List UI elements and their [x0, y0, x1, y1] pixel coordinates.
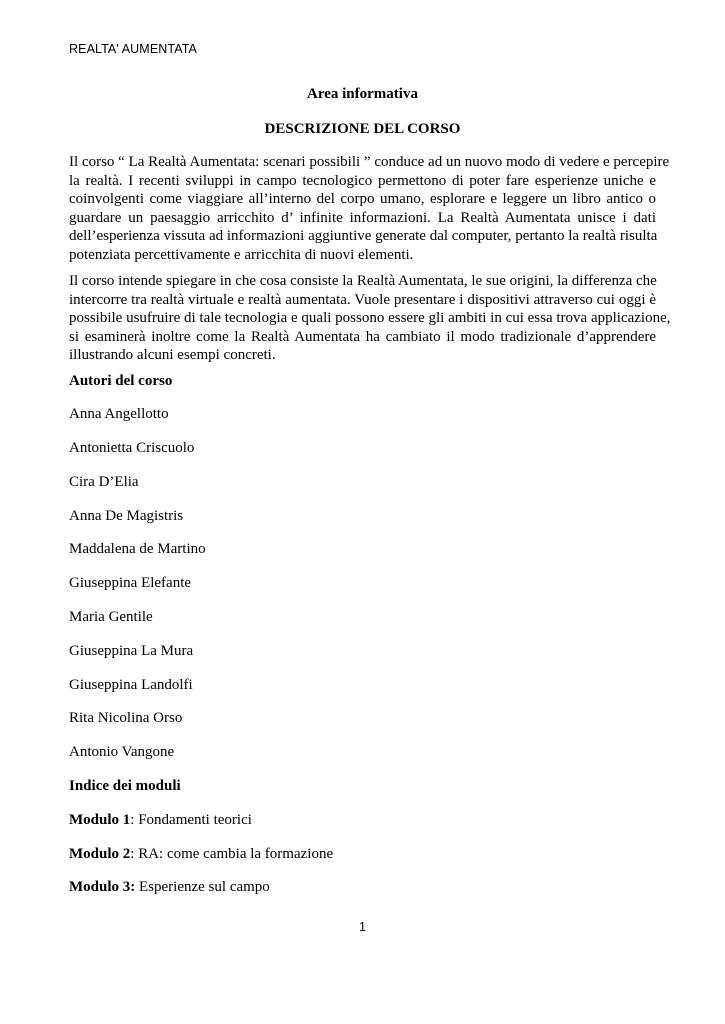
author-item: Giuseppina Elefante — [69, 575, 192, 591]
module-text: Fondamenti teorici — [138, 812, 252, 828]
text-line: potenziata percettivamente e arricchita di nuovi elementi. — [69, 246, 414, 263]
module-item — [69, 812, 252, 829]
author-item: Maria Gentile — [69, 609, 153, 625]
author-item: Giuseppina Landolfi — [69, 677, 193, 693]
author-item: Antonio Vangone — [69, 744, 175, 760]
page-number: 1 — [359, 920, 366, 934]
module-item — [69, 879, 270, 896]
module-label: Modulo 1 — [69, 812, 131, 828]
module-item — [69, 846, 333, 863]
module-separator: : — [130, 812, 139, 828]
description-paragraph-2 — [69, 272, 671, 365]
text-line: intercorre tra realtà virtuale e realtà aumentata. Vuole presentare i dispositivi attraverso cui oggi è — [69, 291, 656, 308]
course-description-title: DESCRIZIONE DEL CORSO — [264, 121, 461, 137]
author-item: Giuseppina La Mura — [69, 643, 194, 659]
author-item: Rita Nicolina Orso — [69, 710, 183, 726]
text-line: Il corso “ La Realtà Aumentata: scenari possibili ” conduce ad un nuovo modo di vedere e percepire — [69, 154, 670, 170]
module-label: Modulo 2 — [69, 846, 131, 862]
module-text: Esperienze sul campo — [139, 879, 270, 895]
page-header: REALTA' AUMENTATA — [69, 42, 197, 56]
author-item: Cira D’Elia — [69, 474, 139, 490]
modules-heading: Indice dei moduli — [69, 778, 181, 794]
description-paragraph-1 — [69, 153, 670, 264]
text-line: illustrando alcuni esempi concreti. — [69, 347, 276, 363]
author-item: Anna Angellotto — [69, 406, 169, 422]
module-label: Modulo 3: — [69, 879, 136, 895]
module-text: RA: come cambia la formazione — [138, 846, 334, 862]
text-line: Il corso intende spiegare in che cosa consiste la Realtà Aumentata, le sue origini, la differenza che — [69, 273, 657, 289]
author-item: Antonietta Criscuolo — [69, 440, 195, 456]
text-line: la realtà. I recenti sviluppi in campo tecnologico permettono di poter fare esperienze uniche e — [69, 172, 656, 189]
text-line: dell’esperienza vissuta ad informazioni aggiuntive generate dal computer, pertanto la realtà risulta — [69, 228, 658, 244]
author-item: Anna De Magistris — [69, 508, 184, 524]
text-line: coinvolgenti come viaggiare all’interno del corpo umano, esplorare e leggere un libro antico o — [69, 191, 656, 207]
authors-heading: Autori del corso — [69, 373, 173, 389]
module-separator: : — [130, 846, 139, 862]
section-title: Area informativa — [307, 86, 418, 102]
text-line: guardare un paesaggio arricchito d’ infinite informazioni. La Realtà Aumentata unisce i dati — [69, 209, 656, 226]
author-item: Maddalena de Martino — [69, 541, 206, 557]
text-line: si esaminerà inoltre come la Realtà Aumentata ha cambiato il modo tradizionale d’apprendere — [69, 328, 656, 345]
text-line: possibile usufruire di tale tecnologia e quali possono essere gli ambiti in cui essa trova applicazione, — [69, 310, 671, 326]
